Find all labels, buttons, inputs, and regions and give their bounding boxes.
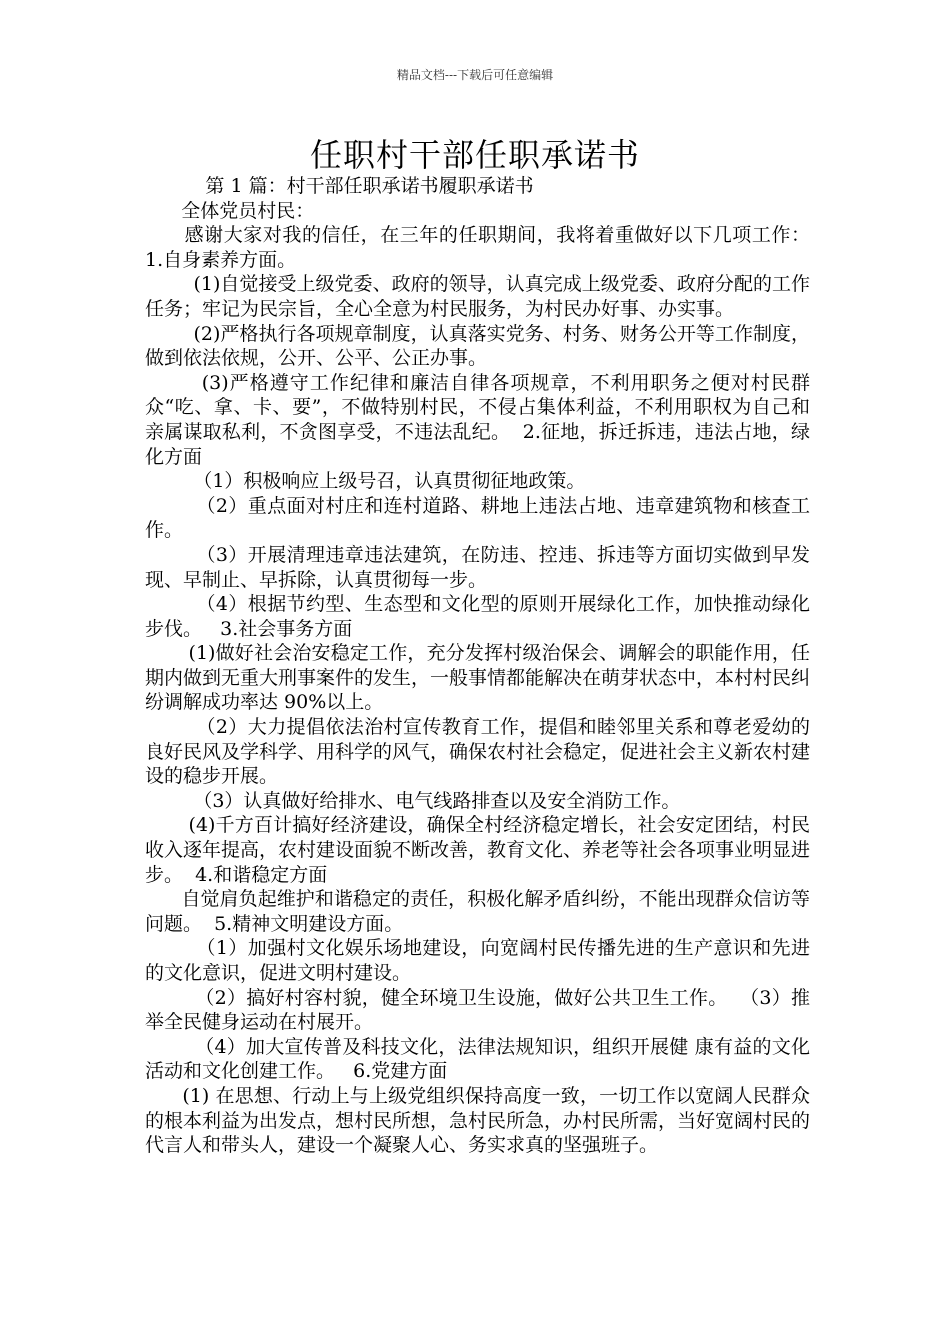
paragraph: 感谢大家对我的信任，在三年的任职期间，我将着重做好以下几项工作： 1.自身素养方面。 <box>145 224 823 271</box>
salutation: 全体党员村民： <box>145 199 315 222</box>
paragraph: （3）认真做好给排水、电气线路排查以及安全消防工作。 <box>145 789 681 812</box>
paragraph: (4)千方百计搞好经济建设，确保全村经济稳定增长，社会安定团结，村民收入逐年提高，农村建设面貌不断改善，教育文化、养老等社会各项事业明显进步。 4.和谐稳定方面 <box>145 814 811 886</box>
paragraph: （4）根据节约型、生态型和文化型的原则开展绿化工作，加快推动绿化步伐。 3.社会事务方面 <box>145 593 810 640</box>
paragraph: 自觉肩负起维护和谐稳定的责任，积极化解矛盾纠纷，不能出现群众信访等问题。 5.精神文明建设方面。 <box>145 888 810 935</box>
paragraph: （2）大力提倡依法治村宣传教育工作，提倡和睦邻里关系和尊老爱幼的良好民风及学科学、用科学的风气，确保农村社会稳定，促进社会主义新农村建设的稳步开展。 <box>145 716 811 788</box>
paragraph: (1)做好社会治安稳定工作，充分发挥村级治保会、调解会的职能作用，任期内做到无重大刑事案件的发生，一般事情都能解决在萌芽状态中，本村村民纠纷调解成功率达 90%以上。 <box>145 642 811 714</box>
document-body <box>145 174 823 1158</box>
paragraph: （2）搞好村容村貌，健全环境卫生设施，做好公共卫生工作。 （3）推举全民健身运动在村展开。 <box>145 986 810 1034</box>
paragraph: （3）开展清理违章违法建筑，在防违、控违、拆违等方面切实做到早发现、早制止、早拆除，认真贯彻每一步。 <box>145 543 810 591</box>
paragraph: (1) 在思想、行动上与上级党组织保持高度一致，一切工作以宽阔人民群众的根本利益为出发点，想村民所想，急村民所急，办村民所需，当好宽阔村民的代言人和带头人，建设一个凝聚人心、务实求真的坚强班子。 <box>145 1084 811 1157</box>
page-header: 精品文档---下载后可任意编辑 <box>396 68 554 82</box>
paragraph: （4）加大宣传普及科技文化，法律法规知识，组织开展健 康有益的文化活动和文化创建工作。 6.党建方面 <box>145 1035 810 1083</box>
paragraph: （2）重点面对村庄和连村道路、耕地上违法占地、违章建筑物和核查工作。 <box>145 494 810 542</box>
document-title: 任职村干部任职承诺书 <box>309 136 640 174</box>
paragraph: (2)严格执行各项规章制度，认真落实党务、村务、财务公开等工作制度，做到依法依规，公开、公平、公正办事。 <box>145 322 810 370</box>
paragraph: (1)自觉接受上级党委、政府的领导，认真完成上级党委、政府分配的工作任务；牢记为民宗旨，全心全意为村民服务，为村民办好事、办实事。 <box>145 273 810 320</box>
section-heading: 第 1 篇：村干部任职承诺书履职承诺书 <box>145 175 534 197</box>
paragraph: （1）加强村文化娱乐场地建设，向宽阔村民传播先进的生产意识和先进的文化意识，促进文明村建设。 <box>145 937 810 984</box>
paragraph: (3)严格遵守工作纪律和廉洁自律各项规章，不利用职务之便对村民群众“吃、拿、卡、要”，不做特别村民，不侵占集体利益，不利用职权为自己和亲属谋取私利，不贪图享受，不违法乱纪。 2.征地，拆迁拆违，违法占地，绿化方面 <box>145 371 810 468</box>
paragraph: （1）积极响应上级号召，认真贯彻征地政策。 <box>145 470 586 493</box>
